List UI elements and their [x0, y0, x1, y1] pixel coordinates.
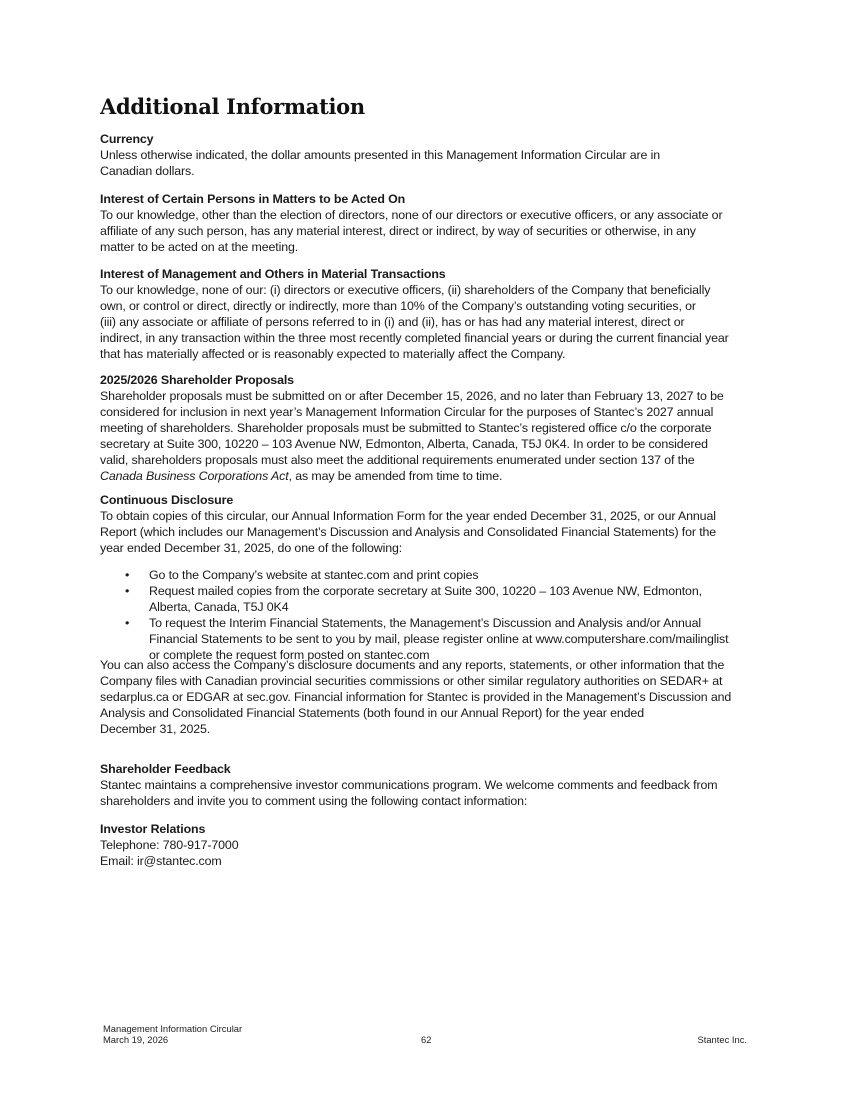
section-heading: Investor Relations: [100, 822, 206, 836]
section-heading: Interest of Management and Others in Material Transactions: [100, 267, 446, 281]
list-item: [100, 567, 780, 583]
section-continuous-disclosure: [100, 492, 780, 556]
bullet-icon: •: [125, 584, 130, 598]
text-line: valid, shareholders proposals must also meet the additional requirements enumerated under section 137 of the: [100, 453, 695, 467]
text-line: Alberta, Canada, T5J 0K4: [149, 600, 289, 614]
text-line: shareholders and invite you to comment using the following contact information:: [100, 794, 528, 808]
bullet-list: [100, 567, 780, 663]
email: Email: ir@stantec.com: [100, 854, 222, 868]
act-name: Canada Business Corporations Act: [100, 469, 289, 483]
section-currency: [100, 131, 780, 179]
text-line: Shareholder proposals must be submitted on or after December 15, 2026, and no later than February 13, 2027 to be: [100, 389, 724, 403]
text-line: Go to the Company’s website at stantec.com and print copies: [149, 568, 479, 582]
list-item: [100, 583, 780, 615]
text-line: Analysis and Consolidated Financial Statements (both found in our Annual Report) for the year ended: [100, 706, 644, 720]
section-heading: Currency: [100, 132, 154, 146]
text-line: Request mailed copies from the corporate secretary at Suite 300, 10220 – 103 Avenue NW, Edmonton,: [149, 584, 702, 598]
text-line: Report (which includes our Management’s Discussion and Analysis and Consolidated Financial Statements) for the: [100, 525, 717, 539]
text-line: Stantec maintains a comprehensive investor communications program. We welcome comments and feedback from: [100, 778, 718, 792]
text-line: (iii) any associate or affiliate of persons referred to in (i) and (ii), has or has had any material interest, direct or: [100, 315, 685, 329]
telephone: Telephone: 780-917-7000: [100, 838, 239, 852]
footer-doc-name: Management Information Circular: [103, 1023, 243, 1034]
text-line: indirect, in any transaction within the three most recently completed financial years or during the current financial year: [100, 331, 729, 345]
section-shareholder-proposals: [100, 372, 780, 484]
text-fragment: , as may be amended from time to time.: [288, 469, 503, 483]
footer-left: [103, 1023, 242, 1045]
section-heading: Interest of Certain Persons in Matters to be Acted On: [100, 192, 406, 206]
section-heading: Shareholder Feedback: [100, 762, 231, 776]
text-line: affiliate of any such person, has any material interest, direct or indirect, by way of securities or otherwise, in any: [100, 224, 696, 238]
text-line: To request the Interim Financial Statements, the Management’s Discussion and Analysis and/or Annual: [149, 616, 701, 630]
text-line: Financial Statements to be sent to you by mail, please register online at www.computershare.com/mailinglist: [149, 632, 729, 646]
text-line: secretary at Suite 300, 10220 – 103 Avenue NW, Edmonton, Alberta, Canada, T5J 0K4. In order to be considered: [100, 437, 708, 451]
footer-date: March 19, 2026: [103, 1034, 169, 1045]
text-line: [100, 468, 780, 484]
text-line: Canadian dollars.: [100, 164, 195, 178]
text-line: matter to be acted on at the meeting.: [100, 240, 299, 254]
section-interest-certain-persons: [100, 191, 780, 255]
section-investor-relations: [100, 821, 780, 869]
access-paragraph: [100, 657, 780, 737]
text-line: own, or control or direct, directly or indirectly, more than 10% of the Company’s outstanding voting securities, or: [100, 299, 696, 313]
section-heading: Continuous Disclosure: [100, 493, 234, 507]
section-interest-management: [100, 266, 780, 362]
text-line: or complete the request form posted on stantec.com: [149, 648, 430, 662]
section-heading: 2025/2026 Shareholder Proposals: [100, 373, 294, 387]
text-line: considered for inclusion in next year’s Management Information Circular for the purposes of Stantec’s 2027 annual: [100, 405, 714, 419]
section-shareholder-feedback: [100, 761, 780, 809]
text-line: Company files with Canadian provincial securities commissions or other similar regulatory authorities on SEDAR+ at: [100, 674, 723, 688]
text-line: Unless otherwise indicated, the dollar amounts presented in this Management Information Circular are in: [100, 148, 660, 162]
text-line: meeting of shareholders. Shareholder proposals must be submitted to Stantec’s registered office c/o the corporate: [100, 421, 712, 435]
page-title: Additional Information: [100, 94, 365, 119]
footer-page-number: 62: [421, 1034, 432, 1045]
list-item: [100, 615, 780, 663]
text-line: To obtain copies of this circular, our Annual Information Form for the year ended December 31, 2025, or our Annual: [100, 509, 716, 523]
text-line: sedarplus.ca or EDGAR at sec.gov. Financial information for Stantec is provided in the Management’s Discussion and: [100, 690, 732, 704]
bullet-icon: •: [125, 568, 130, 582]
bullet-icon: •: [125, 616, 130, 630]
text-line: December 31, 2025.: [100, 722, 211, 736]
text-line: year ended December 31, 2025, do one of the following:: [100, 541, 403, 555]
footer-company: Stantec Inc.: [697, 1034, 747, 1045]
text-line: You can also access the Company’s disclosure documents and any reports, statements, or other information that the: [100, 658, 725, 672]
text-line: To our knowledge, none of our: (i) directors or executive officers, (ii) shareholders of the Company that beneficially: [100, 283, 711, 297]
text-line: that has materially affected or is reasonably expected to materially affect the Company.: [100, 347, 566, 361]
text-line: To our knowledge, other than the election of directors, none of our directors or executive officers, or any associate or: [100, 208, 723, 222]
